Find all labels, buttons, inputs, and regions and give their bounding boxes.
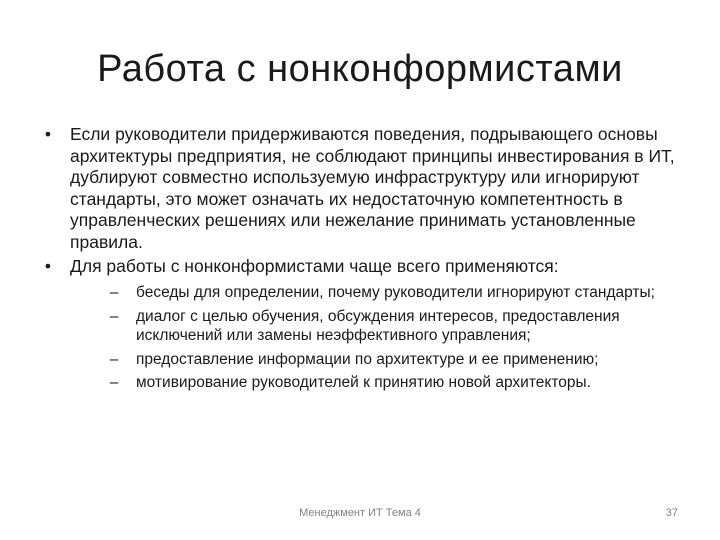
bullet-text: Если руководители придерживаются поведения, подрывающего основы архитектуры предприятия, не соблюдают принципы инвестирования в ИТ, дублируют совместно используемую инфраструктуру или игнорируют стандарты, это может означать их недостаточную компетентность в управленческих решениях или нежелание принимать установленные правила. (70, 124, 675, 252)
bullet-marker: • (44, 255, 52, 276)
dash-marker: – (109, 307, 119, 325)
sub-bullet-text: предоставление информации по архитектуре и ее применению; (136, 350, 599, 368)
bullet-item (36, 124, 698, 254)
slide-title: Работа с нонконформистами (97, 48, 623, 90)
sub-bullet-item (70, 350, 698, 370)
dash-marker: – (109, 350, 119, 368)
bullet-text: Для работы с нонконформистами чаще всего применяются: (70, 255, 559, 276)
footer-label: Менеджмент ИТ Тема 4 (299, 507, 421, 519)
bullet-marker: • (44, 124, 52, 144)
sub-bullet-list (70, 283, 698, 393)
bullet-item (36, 256, 698, 393)
dash-marker: – (109, 284, 119, 302)
sub-bullet-text: беседы для определении, почему руководители игнорируют стандарты; (136, 284, 655, 302)
bullet-list (36, 124, 698, 393)
slide-content (36, 124, 698, 397)
sub-bullet-item (70, 283, 698, 303)
sub-bullet-text: диалог с целью обучения, обсуждения интересов, предоставления исключений или замены неэффективного управления; (136, 307, 620, 345)
sub-bullet-text: мотивирование руководителей к принятию новой архитекторы. (136, 374, 591, 392)
sub-bullet-item (70, 307, 698, 346)
dash-marker: – (109, 374, 119, 392)
sub-bullet-item (70, 373, 698, 393)
page-number: 37 (665, 507, 678, 519)
